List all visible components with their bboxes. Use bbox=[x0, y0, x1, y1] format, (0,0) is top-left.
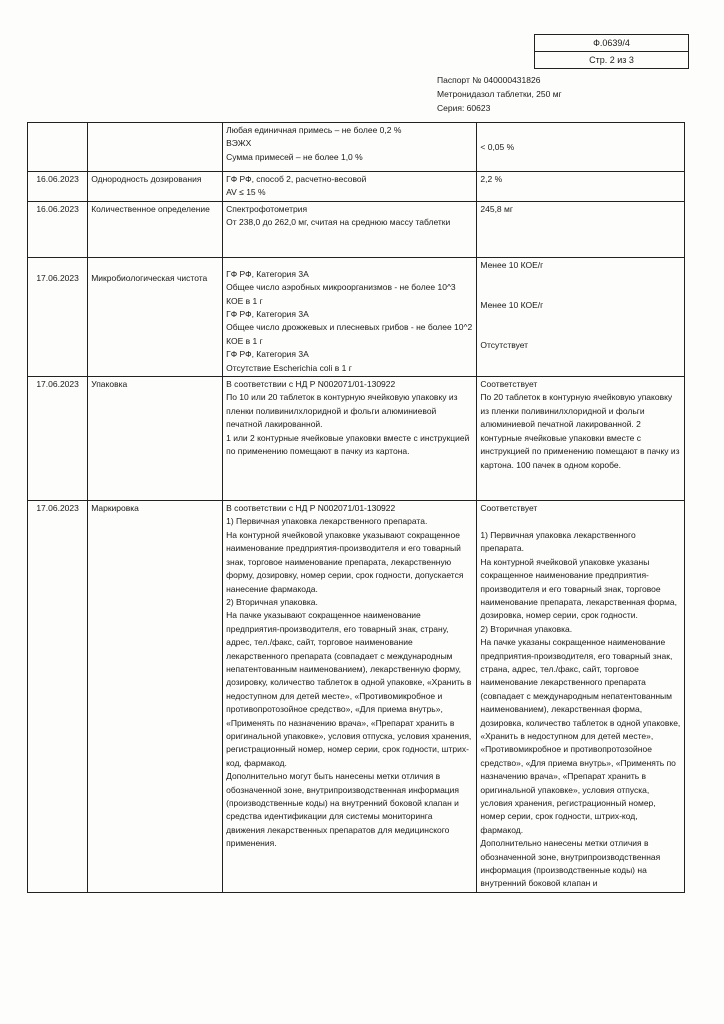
product-name: Метронидазол таблетки, 250 мг bbox=[437, 89, 562, 99]
table-row bbox=[28, 377, 685, 501]
row-test bbox=[88, 123, 223, 172]
row-result: Соответствует По 20 таблеток в контурную ячейковую упаковку из пленки поливинилхлоридной и фольги алюминиевой печатной лакированной. 2 контурные ячейковые упаковки вместе с инструкцией по применению помещают в пачку из картона. 100 пачек в одном коробе. bbox=[477, 377, 685, 501]
form-number-box bbox=[534, 34, 689, 69]
row-result: Соответствует 1) Первичная упаковка лекарственного препарата. На контурной ячейковой упаковке указаны сокращенное наименование предприятия-производителя и его товарный знак, торговое наименование препарата, лекарственная форма, дозировка, номер серии, срок годности. 2) Вторичная упаковка. На пачке указаны сокращенное наименование предприятия-производителя, его товарный знак, страна, адрес, тел./факс, сайт, торговое наименование лекарственного препарата (совпадает с международным непатентованным наименованием), лекарственная форма, дозировка, количество таблеток в одной упаковке, «Хранить в недоступном для детей месте», «Противомикробное и противопротозойное средство», «Для приема внутрь», «Применять по назначению врача», «Препарат хранить в оригинальной упаковке», условия отпуска, условия хранения, регистрационный номер, номер серии, срок годности, штрих-код, фармакод. Дополнительно нанесены метки отличия в обозначенной зоне, внутрипроизводственная информация (производственные коды) на внутренний боковой клапан и bbox=[477, 501, 685, 893]
analysis-table bbox=[27, 122, 685, 893]
row-result: 2,2 % bbox=[477, 172, 685, 202]
row-test: Количественное определение bbox=[88, 201, 223, 257]
row-date: 16.06.2023 bbox=[28, 201, 88, 257]
table-row bbox=[28, 172, 685, 202]
row-norm: Любая единичная примесь – не более 0,2 % ВЭЖХ Сумма примесей – не более 1,0 % bbox=[223, 123, 477, 172]
row-norm: ГФ РФ, Категория 3А Общее число аэробных микроорганизмов - не более 10^3 КОЕ в 1 г ГФ РФ, Категория 3А Общее число дрожжевых и плесневых грибов - не более 10^2 КОЕ в 1 г ГФ РФ, Категория 3А Отсутствие Escherichia coli в 1 г bbox=[223, 257, 477, 376]
passport-number: Паспорт № 040000431826 bbox=[437, 75, 541, 85]
row-result: Менее 10 КОЕ/г Менее 10 КОЕ/г Отсутствует bbox=[477, 257, 685, 376]
row-norm: Спектрофотометрия От 238,0 до 262,0 мг, считая на среднюю массу таблетки bbox=[223, 201, 477, 257]
row-test: Микробиологическая чистота bbox=[88, 257, 223, 376]
row-result: < 0,05 % bbox=[477, 123, 685, 172]
row-test: Однородность дозирования bbox=[88, 172, 223, 202]
series-number: Серия: 60623 bbox=[437, 103, 491, 113]
row-date: 17.06.2023 bbox=[28, 257, 88, 376]
passport-header bbox=[437, 73, 562, 115]
row-test: Упаковка bbox=[88, 377, 223, 501]
table-row bbox=[28, 257, 685, 376]
row-result: 245,8 мг bbox=[477, 201, 685, 257]
row-date: 17.06.2023 bbox=[28, 501, 88, 893]
row-norm: В соответствии с НД Р N002071/01-130922 По 10 или 20 таблеток в контурную ячейковую упаковку из пленки поливинилхлоридной и фольги алюминиевой печатной лакированной. 1 или 2 контурные ячейковые упаковки вместе с инструкцией по применению помещают в пачку из картона. bbox=[223, 377, 477, 501]
row-date: 16.06.2023 bbox=[28, 172, 88, 202]
row-date: 17.06.2023 bbox=[28, 377, 88, 501]
row-date bbox=[28, 123, 88, 172]
table-row bbox=[28, 201, 685, 257]
form-code: Ф.0639/4 bbox=[593, 38, 630, 48]
row-test: Маркировка bbox=[88, 501, 223, 893]
table-row bbox=[28, 501, 685, 893]
page-indicator: Стр. 2 из 3 bbox=[535, 51, 688, 68]
row-norm: В соответствии с НД Р N002071/01-130922 1) Первичная упаковка лекарственного препарата. На контурной ячейковой упаковке указывают сокращенное наименование предприятия-производителя и его товарный знак, торговое наименование препарата, лекарственную форму, дозировку, номер серии, срок годности, допускается нанесение фармакода. 2) Вторичная упаковка. На пачке указывают сокращенное наименование предприятия-производителя, его товарный знак, страну, адрес, тел./факс, сайт, торговое наименование лекарственного препарата (совпадает с международным непатентованным наименованием), лекарственную форму, дозировку, количество таблеток в одной упаковке, «Хранить в недоступном для детей месте», «Противомикробное и противопротозойное средство», «Для приема внутрь», «Применять по назначению врача», «Препарат хранить в оригинальной упаковке», условия отпуска, условия хранения, регистрационный номер, номер серии, срок годности, штрих-код, фармакод. Дополнительно могут быть нанесены метки отличия в обозначенной зоне, внутрипроизводственная информация (производственные коды) на внутренний боковой клапан и средства идентификации для системы мониторинга движения лекарственных препаратов для медицинского применения. bbox=[223, 501, 477, 893]
row-norm: ГФ РФ, способ 2, расчетно-весовой AV ≤ 15 % bbox=[223, 172, 477, 202]
table-row bbox=[28, 123, 685, 172]
